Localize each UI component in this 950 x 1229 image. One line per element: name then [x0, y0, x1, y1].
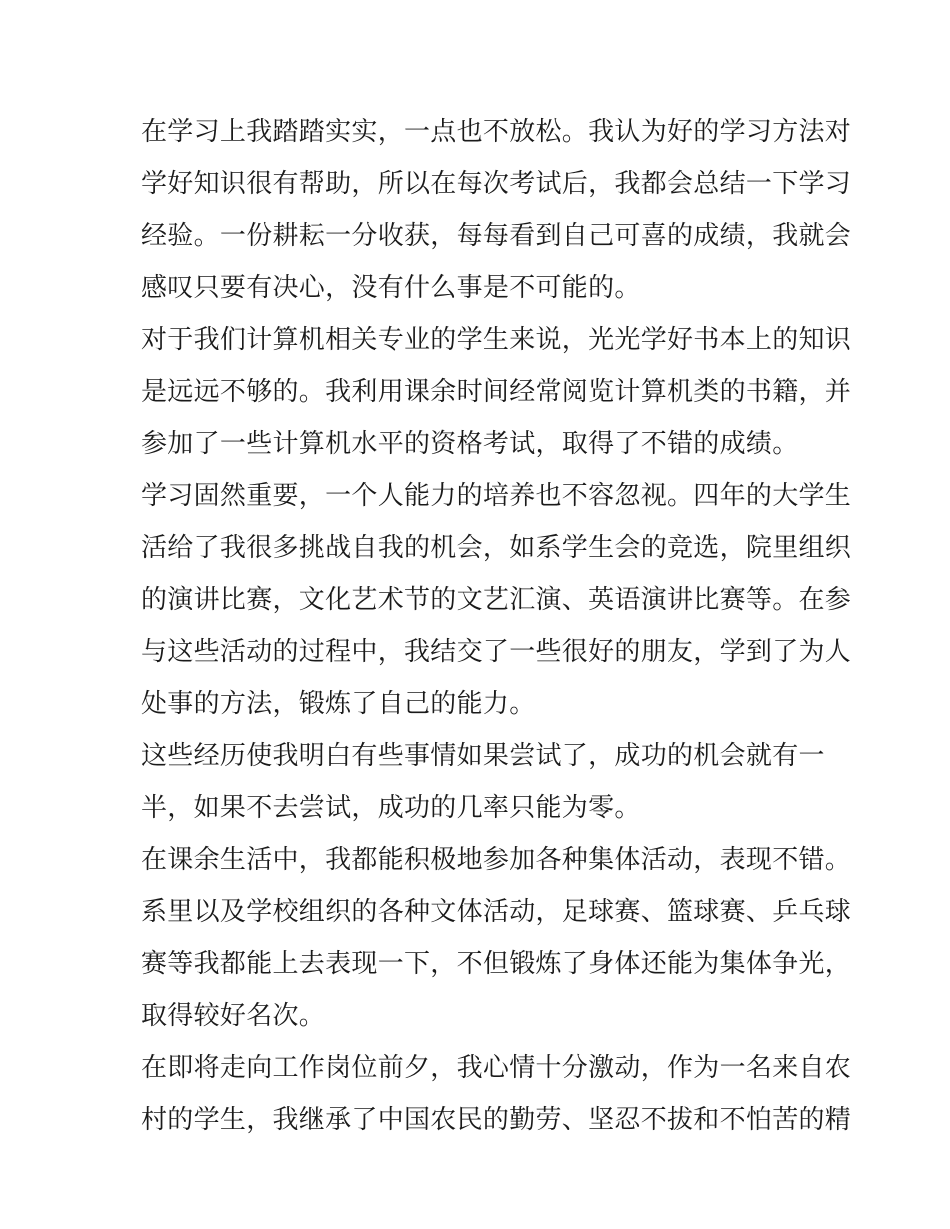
text-line: 参加了一些计算机水平的资格考试，取得了不错的成绩。: [141, 429, 799, 459]
text-line: 半，如果不去尝试，成功的几率只能为零。: [141, 793, 641, 823]
text-line: 感叹只要有决心，没有什么事是不可能的。: [141, 273, 641, 303]
text-line: 取得较好名次。: [141, 1001, 326, 1031]
text-line: 在课余生活中，我都能积极地参加各种集体活动，表现不错。: [141, 845, 852, 875]
text-line: 赛等我都能上去表现一下，不但锻炼了身体还能为集体争光，: [141, 949, 852, 979]
text-line: 处事的方法，锻炼了自己的能力。: [141, 689, 536, 719]
text-line: 在学习上我踏踏实实，一点也不放松。我认为好的学习方法对: [141, 117, 852, 147]
text-line: 是远远不够的。我利用课余时间经常阅览计算机类的书籍，并: [141, 377, 852, 407]
text-line: 系里以及学校组织的各种文体活动，足球赛、篮球赛、乒乓球: [141, 897, 852, 927]
text-line: 村的学生，我继承了中国农民的勤劳、坚忍不拔和不怕苦的精: [141, 1105, 852, 1135]
text-line: 在即将走向工作岗位前夕，我心情十分激动，作为一名来自农: [141, 1053, 852, 1083]
text-line: 这些经历使我明白有些事情如果尝试了，成功的机会就有一: [141, 741, 825, 771]
text-line: 学好知识很有帮助，所以在每次考试后，我都会总结一下学习: [141, 169, 852, 199]
text-line: 活给了我很多挑战自我的机会，如系学生会的竞选，院里组织: [141, 533, 852, 563]
text-line: 经验。一份耕耘一分收获，每每看到自己可喜的成绩，我就会: [141, 221, 852, 251]
text-line: 的演讲比赛，文化艺术节的文艺汇演、英语演讲比赛等。在参: [141, 585, 852, 615]
text-line: 学习固然重要，一个人能力的培养也不容忽视。四年的大学生: [141, 481, 852, 511]
document-body: [141, 106, 852, 1146]
text-line: 与这些活动的过程中，我结交了一些很好的朋友，学到了为人: [141, 637, 852, 667]
text-line: 对于我们计算机相关专业的学生来说，光光学好书本上的知识: [141, 325, 852, 355]
